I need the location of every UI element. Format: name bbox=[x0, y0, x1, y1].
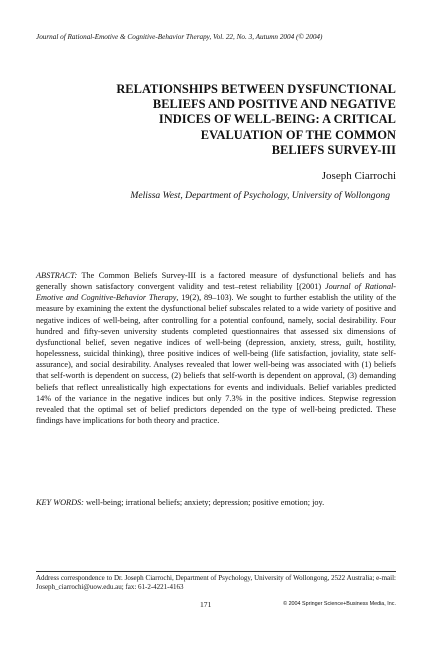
abstract bbox=[36, 270, 396, 426]
title-line: INDICES OF WELL-BEING: A CRITICAL bbox=[158, 112, 396, 127]
abstract-label: ABSTRACT: bbox=[36, 271, 78, 280]
title-line: BELIEFS AND POSITIVE AND NEGATIVE bbox=[152, 97, 396, 112]
correspondence-footnote: Address correspondence to Dr. Joseph Ciarrochi, Department of Psychology, University of Wollongong, 2522 Australia; e-mail: Joseph_ciarrochi@uow.edu.au; fax: 61-2-4221-4163 bbox=[36, 574, 396, 591]
page-number: 171 bbox=[200, 600, 212, 609]
keywords-label: KEY WORDS: bbox=[36, 498, 84, 507]
footnote-divider bbox=[36, 571, 396, 572]
title-line: EVALUATION OF THE COMMON bbox=[200, 127, 396, 142]
keywords-text: well-being; irrational beliefs; anxiety; depression; positive emotion; joy. bbox=[83, 498, 325, 507]
journal-header: Journal of Rational-Emotive & Cognitive-Behavior Therapy, Vol. 22, No. 3, Autumn 2004 (© 2004) bbox=[36, 33, 323, 41]
article-title bbox=[30, 82, 396, 158]
abstract-journal-citation: Journal of Rational-Emotive and Cognitive-Behavior Therapy bbox=[36, 282, 396, 303]
abstract-text-continued: , 19(2), 89–103). We sought to further establish the utility of the measure by examining the extent the dysfunctional belief subscales related to a wide variety of positive and negative indices of well-being, after controlling for a potential confound, namely, social desirability. Four hundred and fifty-seven university students completed questionnaires that assessed six dimensions of dysfunctional belief, seven negative indices of well-being (depression, anxiety, stress, guilt, hostility, hopelessness, suicidal thinking), three positive indices of well-being (life satisfaction, joviality, state self-assurance), and social desirability. Analyses revealed that lower well-being was associated with (1) beliefs that self-worth is dependent on success, (2) beliefs that self-worth is dependent on approval, (3) demanding beliefs that reflect unrealistically high expectations for events and individuals. Belief variables predicted 14% of the variance in the negative indices but only 7.3% in the positive indices. Stepwise regression revealed that the optimal set of belief predictors depended on the type of well-being predicted. These findings have implications for both theory and practice. bbox=[36, 293, 397, 426]
keywords bbox=[36, 497, 396, 508]
title-line: RELATIONSHIPS BETWEEN DYSFUNCTIONAL bbox=[116, 82, 396, 96]
abstract-text: The Common Beliefs Survey-III is a factored measure of dysfunctional beliefs and has generally shown satisfactory convergent validity and test–retest reliability [(2001) bbox=[36, 271, 396, 292]
author-affiliation: Melissa West, Department of Psychology, University of Wollongong bbox=[130, 190, 390, 201]
copyright-notice: © 2004 Springer Science+Business Media, Inc. bbox=[283, 601, 396, 607]
author-name: Joseph Ciarrochi bbox=[321, 170, 396, 182]
title-line: BELIEFS SURVEY-III bbox=[271, 142, 396, 157]
